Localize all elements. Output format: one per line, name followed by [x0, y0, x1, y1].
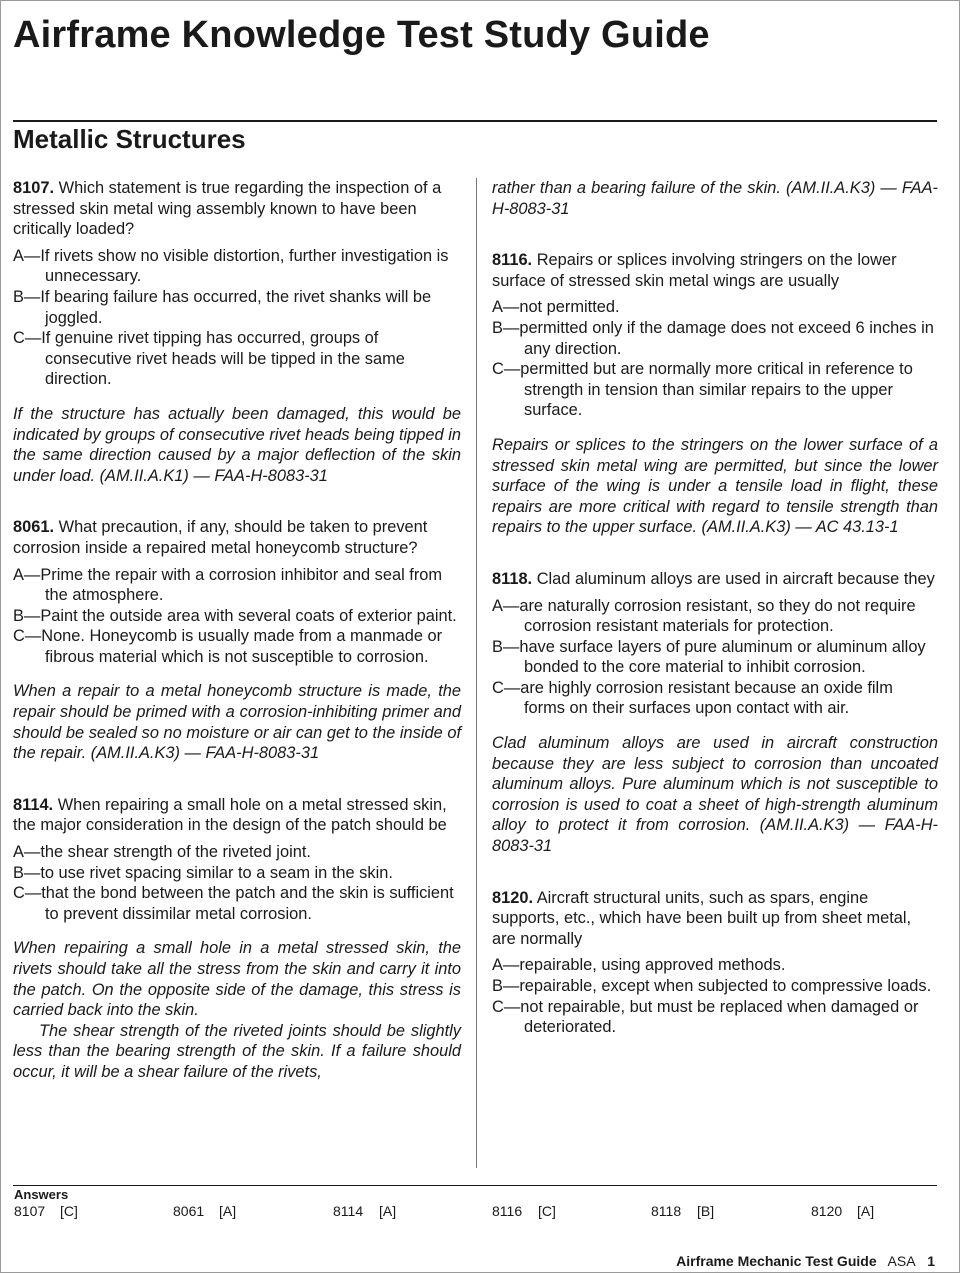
answer-options	[492, 955, 938, 1037]
answer-question: 8120	[811, 1203, 843, 1219]
option-c: C—None. Honeycomb is usually made from a manmade or fibrous material which is not susceptible to corrosion.	[13, 627, 443, 666]
answer-letter: [A]	[219, 1203, 237, 1219]
option-a: A—repairable, using approved methods.	[492, 956, 786, 975]
option-b: B—repairable, except when subjected to compressive loads.	[492, 977, 932, 995]
option-c: C—are highly corrosion resistant because an oxide film forms on their surfaces upon contact with air.	[492, 678, 893, 718]
question-number: 8120.	[492, 888, 534, 907]
explanation: If the structure has actually been damaged, this would be indicated by groups of consecutive rivet heads being tipped in the same direction caused by a major deflection of the skin under load. (AM.II.A.K1) — FAA-H-8083-31	[13, 404, 461, 485]
answer-key-item	[811, 1203, 874, 1219]
answer-question: 8116	[492, 1203, 523, 1219]
answers-rule	[13, 1185, 937, 1186]
footer-page-number: 1	[927, 1253, 935, 1269]
question-text: Clad aluminum alloys are used in aircraft because they	[536, 569, 935, 588]
question-text: Which statement is true regarding the inspection of a stressed skin metal wing assembly known to have been critically loaded?	[13, 179, 442, 239]
footer-guide-title: Airframe Mechanic Test Guide	[676, 1253, 877, 1269]
explanation-8114-continued	[492, 178, 938, 219]
answer-question: 8061	[173, 1203, 205, 1219]
question-8116	[492, 250, 938, 538]
answer-options	[13, 246, 461, 390]
option-a: A—not permitted.	[492, 298, 620, 317]
answer-options	[13, 842, 461, 924]
option-a: A—are naturally corrosion resistant, so they do not require corrosion resistant materials for protection.	[492, 596, 916, 636]
option-a: A—Prime the repair with a corrosion inhibitor and seal from the atmosphere.	[13, 565, 443, 605]
question-text: What precaution, if any, should be taken to prevent corrosion inside a repaired metal honeycomb structure?	[13, 518, 428, 557]
answer-question: 8107	[14, 1203, 46, 1219]
question-text: Repairs or splices involving stringers on the lower surface of stressed skin metal wings are usually	[492, 251, 897, 290]
question-8107	[13, 178, 461, 486]
answer-options	[492, 596, 938, 720]
option-c: C—not repairable, but must be replaced when damaged or deteriorated.	[492, 997, 919, 1037]
answer-letter: [C]	[60, 1203, 78, 1219]
question-text: When repairing a small hole on a metal stressed skin, the major consideration in the design of the patch should be	[13, 795, 447, 835]
answer-options	[13, 565, 461, 668]
answer-letter: [A]	[857, 1203, 875, 1219]
option-b: B—If bearing failure has occurred, the rivet shanks will be joggled.	[13, 287, 432, 327]
question-number: 8114.	[13, 795, 54, 814]
answer-key-item	[14, 1203, 78, 1219]
question-number: 8061.	[13, 518, 55, 537]
option-a: A—If rivets show no visible distortion, further investigation is unnecessary.	[13, 246, 449, 286]
right-column	[492, 178, 938, 1069]
answers-label: Answers	[14, 1187, 69, 1202]
left-column	[13, 178, 461, 1114]
option-b: B—to use rivet spacing similar to a seam in the skin.	[13, 863, 393, 882]
question-8120	[492, 888, 938, 1038]
option-a: A—the shear strength of the riveted joint.	[13, 843, 311, 862]
option-c: C—permitted but are normally more critical in reference to strength in tension than similar repairs to the upper surface.	[492, 360, 913, 420]
explanation: Clad aluminum alloys are used in aircraft construction because they are less subject to corrosion than uncoated aluminum alloys. Pure aluminum which is not susceptible to corrosion is used to coat a sheet of high-strength aluminum alloy to protect it from corrosion. (AM.II.A.K3) — FAA-H-8083-31	[492, 734, 938, 856]
option-b: B—Paint the outside area with several coats of exterior paint.	[13, 606, 457, 625]
question-8061	[13, 517, 461, 764]
answer-key-item	[333, 1203, 396, 1219]
question-8118	[492, 569, 938, 857]
answer-question: 8118	[651, 1203, 682, 1219]
section-title: Metallic Structures	[13, 124, 246, 154]
page-footer	[676, 1253, 935, 1269]
answer-letter: [C]	[538, 1203, 556, 1219]
answer-key-item	[651, 1203, 714, 1219]
answer-question: 8114	[333, 1203, 364, 1219]
question-number: 8116.	[492, 251, 533, 270]
option-c: C—If genuine rivet tipping has occurred, groups of consecutive rivet heads will be tipped in the same direction.	[13, 329, 405, 389]
explanation: rather than a bearing failure of the skin. (AM.II.A.K3) — FAA-H-8083-31	[492, 179, 938, 218]
explanation-continued: The shear strength of the riveted joints should be slightly less than the bearing strength of the skin. If a failure should occur, it will be a shear failure of the rivets,	[13, 1021, 461, 1081]
answer-letter: [A]	[379, 1203, 397, 1219]
column-divider	[476, 178, 477, 1168]
question-text: Aircraft structural units, such as spars, engine supports, etc., which have been built up from sheet metal, are normally	[492, 888, 912, 948]
question-8114	[13, 795, 461, 1083]
answer-letter: [B]	[697, 1203, 715, 1219]
explanation: When repairing a small hole in a metal stressed skin, the rivets should take all the stress from the skin and carry it into the patch. On the opposite side of the damage, this stress is carried back into the skin.	[13, 939, 461, 1020]
explanation: Repairs or splices to the stringers on the lower surface of a stressed skin metal wing are permitted, but since the lower surface of the wing is under a tensile load in flight, these repairs are more critical with regard to tensile strength than repairs to the upper surface. (AM.II.A.K3) — AC 43.13-1	[492, 435, 938, 537]
explanation: When a repair to a metal honeycomb structure is made, the repair should be primed with a corrosion-inhibiting primer and should be sealed so no moisture or air can get to the inside of the repair. (AM.II.A.K3) — FAA-H-8083-31	[13, 682, 461, 763]
answer-key-item	[492, 1203, 556, 1219]
option-b: B—have surface layers of pure aluminum or aluminum alloy bonded to the core material to inhibit corrosion.	[492, 637, 926, 677]
option-c: C—that the bond between the patch and the skin is sufficient to prevent dissimilar metal corrosion.	[13, 884, 454, 923]
page-title: Airframe Knowledge Test Study Guide	[13, 14, 710, 56]
answer-key-item	[173, 1203, 236, 1219]
question-number: 8107.	[13, 179, 55, 197]
answer-options	[492, 297, 938, 421]
footer-publisher: ASA	[887, 1253, 916, 1269]
option-b: B—permitted only if the damage does not exceed 6 inches in any direction.	[492, 318, 934, 358]
question-number: 8118.	[492, 569, 533, 588]
